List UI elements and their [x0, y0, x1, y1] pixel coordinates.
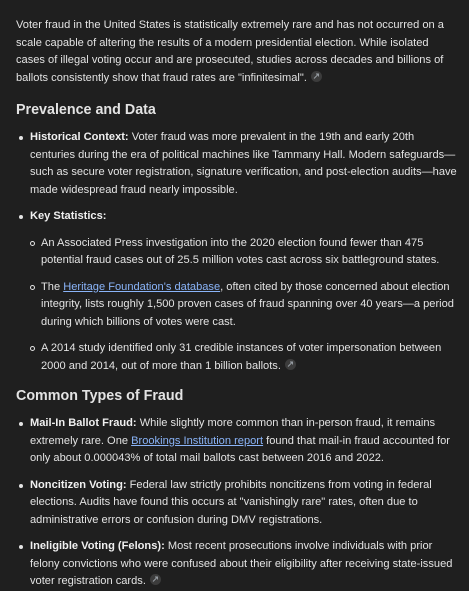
mail-in-post: found that mail-in fraud accounted for only about 0.000043% of total mail ballots cast between 2016 and 2022.: [30, 434, 450, 464]
link-source-icon[interactable]: [150, 574, 161, 585]
noncitizen-label: Noncitizen Voting:: [30, 478, 127, 491]
historical-text: Voter fraud was more prevalent in the 19th and early 20th centuries during the era of political machines like Tammany Hall. Modern safeguards—such as secure voter registration, signature verification, and post-election audits—have made widespread fraud nearly impossible.: [30, 131, 457, 196]
intro-paragraph: [16, 17, 459, 87]
noncitizen-text: Federal law strictly prohibits noncitizens from voting in federal elections. Audits have found this occurs at "vanishingly rare" rates, often due to administrative errors or confusion during DMV registrations.: [30, 478, 432, 526]
mail-in-pre: While slightly more common than in-person fraud, it remains extremely rare. One: [30, 417, 436, 447]
list-item-historical: [16, 129, 459, 199]
heritage-post: , often cited by those concerned about election integrity, lists roughly 1,500 proven cases of fraud spanning over 40 years—a period during which billions of votes were cast.: [41, 280, 454, 328]
section-heading-common-types: Common Types of Fraud: [16, 388, 184, 404]
sublist-item-2014-study: [30, 340, 459, 375]
historical-label: Historical Context:: [30, 131, 129, 143]
heritage-pre: The: [41, 280, 64, 293]
prevalence-list: [16, 129, 459, 375]
sublist-item-heritage: [30, 279, 459, 332]
statistics-sublist: [30, 235, 459, 376]
link-source-icon[interactable]: [285, 359, 296, 370]
intro-text: Voter fraud in the United States is statistically extremely rare and has not occurred on a scale capable of altering the results of a modern presidential election. While isolated cases of illegal voting occur and are prosecuted, studies across decades and billions of ballots consistently show that fraud rates are "infinitesimal".: [16, 19, 444, 84]
key-statistics-label: Key Statistics:: [30, 210, 107, 222]
list-item-key-statistics: [16, 208, 459, 375]
felons-label: Ineligible Voting (Felons):: [30, 540, 165, 552]
felons-text: Most recent prosecutions involve individuals with prior felony convictions who were confused about their eligibility after receiving state-issued voter registration cards.: [30, 540, 453, 587]
mail-in-label: Mail-In Ballot Fraud:: [30, 417, 137, 429]
sublist-item-ap: [30, 235, 459, 270]
list-item-mail-in: [16, 415, 459, 468]
heritage-database-link[interactable]: Heritage Foundation's database: [63, 280, 221, 293]
brookings-report-link[interactable]: Brookings Institution report: [131, 434, 264, 447]
fraud-types-list: [16, 415, 459, 591]
section-heading-prevalence: Prevalence and Data: [16, 102, 156, 118]
link-source-icon[interactable]: [311, 71, 322, 82]
list-item-noncitizen: [16, 477, 459, 530]
list-item-felons: [16, 538, 459, 591]
study-text: A 2014 study identified only 31 credible instances of voter impersonation between 2000 and 2014, out of more than 1 billion ballots.: [41, 342, 442, 372]
ap-text: An Associated Press investigation into the 2020 election found fewer than 475 potential fraud cases out of 25.5 million votes cast across six battleground states.: [41, 236, 440, 266]
